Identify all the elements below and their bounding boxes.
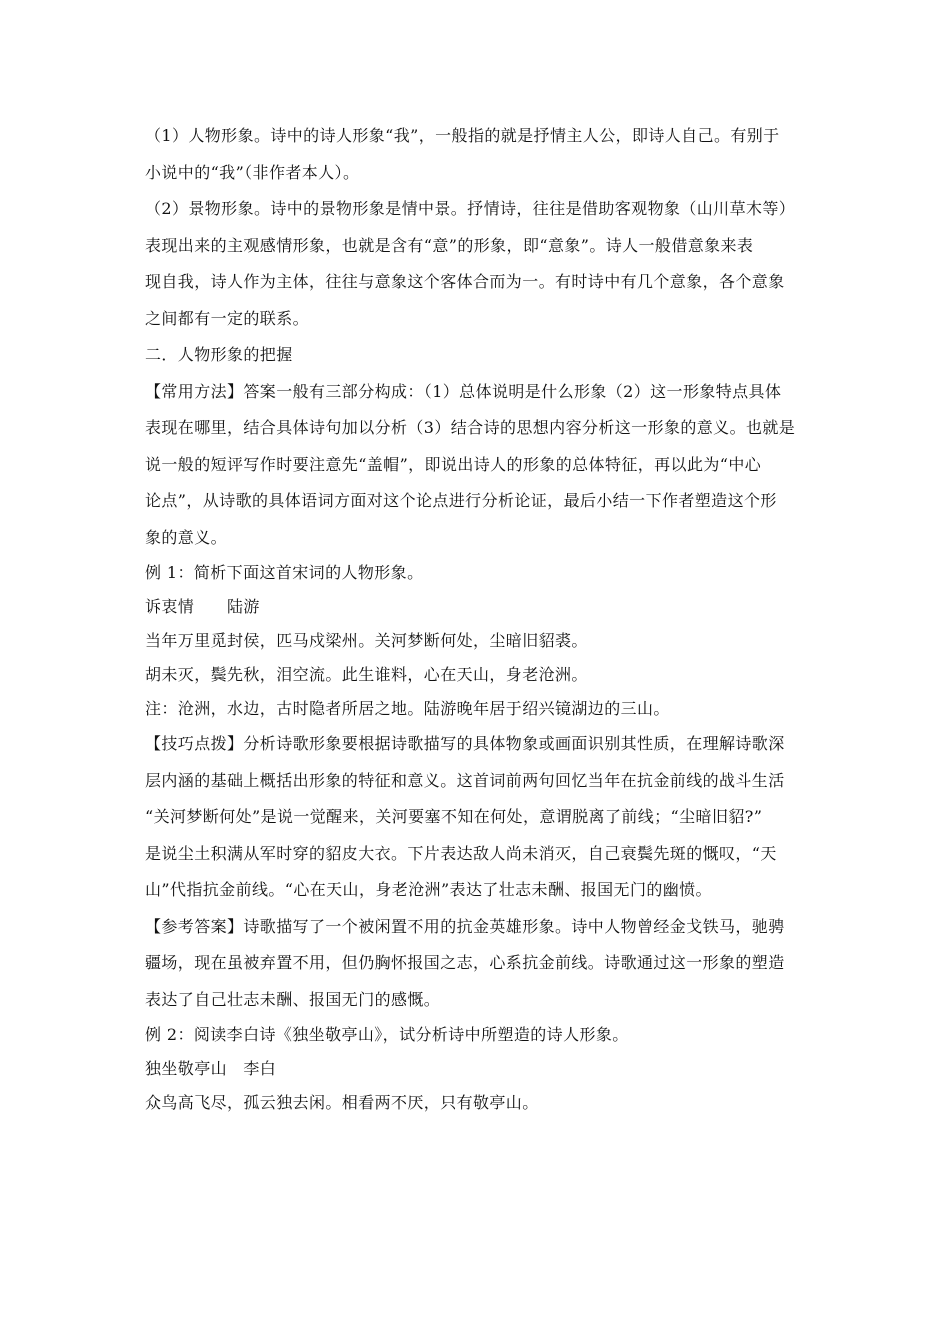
text-line: 现自我，诗人作为主体，往往与意象这个客体合而为一。有时诗中有几个意象，各个意象	[145, 272, 785, 291]
text-line: 表达了自己壮志未酬、报国无门的感慨。	[145, 989, 441, 1009]
text-line: 【技巧点拨】分析诗歌形象要根据诗歌描写的具体物象或画面识别其性质，在理解诗歌深	[145, 734, 785, 753]
example-question: 例 1：简析下面这首宋词的人物形象。	[145, 563, 424, 582]
text-line: 表现在哪里，结合具体诗句加以分析（3）结合诗的思想内容分析这一形象的意义。也就是	[145, 418, 796, 437]
text-line: 之间都有一定的联系。	[145, 308, 310, 328]
text-line: 表现出来的主观感情形象，也就是含有“意”的形象，即“意象”。诗人一般借意象来表	[145, 235, 754, 255]
text-line: “关河梦断何处”是说一觉醒来，关河要塞不知在何处，意谓脱离了前线；“尘暗旧貂?”	[145, 807, 763, 826]
text-line: 是说尘土积满从军时穿的貂皮大衣。下片表达敌人尚未消灭，自己衰鬓先斑的慨叹，“天	[145, 843, 777, 863]
poem-note: 注：沧洲，水边，古时隐者所居之地。陆游晚年居于绍兴镜湖边的三山。	[145, 699, 670, 718]
text-line: （1）人物形象。诗中的诗人形象“我”，一般指的就是抒情主人公，即诗人自己。有别于	[145, 126, 780, 145]
heading-text: 二．人物形象的把握	[145, 345, 293, 364]
text-line: 层内涵的基础上概括出形象的特征和意义。这首词前两句回忆当年在抗金前线的战斗生活	[145, 770, 785, 790]
poem-line: 众鸟高飞尽，孤云独去闲。相看两不厌，只有敬亭山。	[145, 1093, 539, 1112]
paragraph-person-image	[145, 118, 813, 191]
poem-line: 胡未灭，鬓先秋，泪空流。此生谁料，心在天山，身老沧洲。	[145, 665, 588, 684]
text-line: 疆场，现在虽被弃置不用，但仍胸怀报国之志，心系抗金前线。诗歌通过这一形象的塑造	[145, 953, 785, 972]
text-line: 【参考答案】诗歌描写了一个被闲置不用的抗金英雄形象。诗中人物曾经金戈铁马，驰骋	[145, 916, 785, 936]
text-line: （2）景物形象。诗中的景物形象是情中景。抒情诗，往往是借助客观物象（山川草木等）	[145, 199, 796, 218]
paragraph-scenery-image	[145, 191, 813, 337]
poem-title: 诉衷情 陆游	[145, 597, 260, 616]
text-line: 山”代指抗金前线。“心在天山，身老沧洲”表达了壮志未酬、报国无门的幽愤。	[145, 880, 712, 899]
example-2	[145, 1018, 813, 1120]
text-line: 象的意义。	[145, 527, 228, 547]
paragraph-common-method	[145, 374, 813, 557]
example-question: 例 2：阅读李白诗《独坐敬亭山》，试分析诗中所塑造的诗人形象。	[145, 1025, 629, 1044]
paragraph-tips	[145, 726, 813, 909]
section-heading	[145, 337, 813, 374]
paragraph-answer	[145, 909, 813, 1019]
document-body	[145, 118, 813, 1120]
poem-line: 当年万里觅封侯，匹马戍梁州。关河梦断何处，尘暗旧貂裘。	[145, 631, 588, 650]
example-1	[145, 556, 813, 726]
text-line: 【常用方法】答案一般有三部分构成：（1）总体说明是什么形象（2）这一形象特点具体	[145, 381, 782, 401]
text-line: 说一般的短评写作时要注意先“盖帽”，即说出诗人的形象的总体特征，再以此为“中心	[145, 454, 762, 474]
text-line: 小说中的“我”（非作者本人）。	[145, 162, 360, 182]
text-line: 论点”，从诗歌的具体语词方面对这个论点进行分析论证，最后小结一下作者塑造这个形	[145, 491, 777, 510]
poem-title: 独坐敬亭山 李白	[145, 1059, 277, 1078]
